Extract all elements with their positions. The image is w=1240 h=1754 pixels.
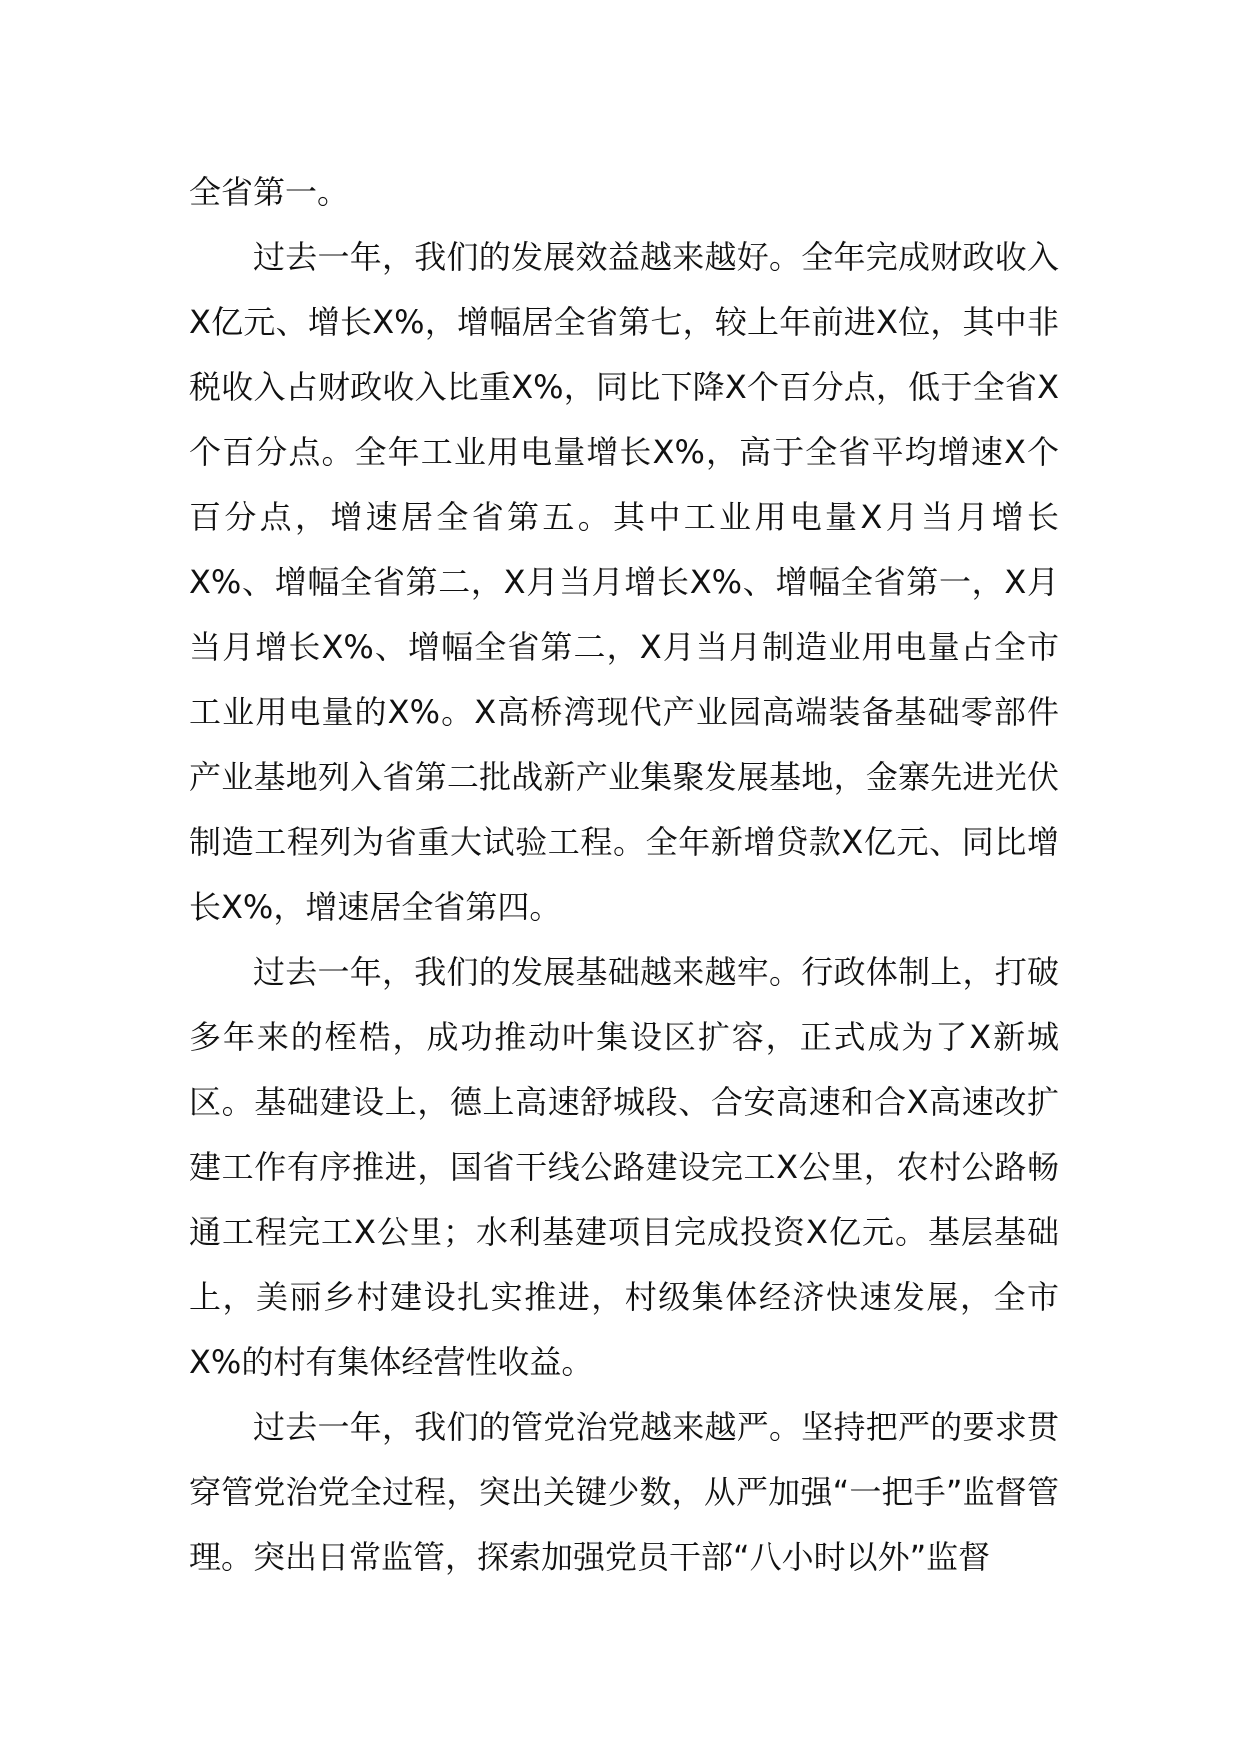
paragraph-2: 过去一年，我们的发展效益越来越好。全年完成财政收入X亿元、增长X%，增幅居全省第七，较上年前进X位，其中非税收入占财政收入比重X%，同比下降X个百分点，低于全省X个百分点。全年工业用电量增长X%，高于全省平均增速X个百分点，增速居全省第五。其中工业用电量X月当月增长X%、增幅全省第二，X月当月增长X%、增幅全省第一，X月当月增长X%、增幅全省第二，X月当月制造业用电量占全市工业用电量的X%。X高桥湾现代产业园高端装备基础零部件产业基地列入省第二批战新产业集聚发展基地，金寨先进光伏制造工程列为省重大试验工程。全年新增贷款X亿元、同比增长X%，增速居全省第四。 [189,238,1059,926]
paragraph-3: 过去一年，我们的发展基础越来越牢。行政体制上，打破多年来的桎梏，成功推动叶集设区扩容，正式成为了X新城区。基础建设上，德上高速舒城段、合安高速和合X高速改扩建工作有序推进，国省干线公路建设完工X公里，农村公路畅通工程完工X公里；水利基建项目完成投资X亿元。基层基础上，美丽乡村建设扎实推进，村级集体经济快速发展，全市X%的村有集体经营性收益。 [189,953,1059,1381]
paragraph-4: 过去一年，我们的管党治党越来越严。坚持把严的要求贯穿管党治党全过程，突出关键少数，从严加强“一把手”监督管理。突出日常监管，探索加强党员干部“八小时以外”监督 [189,1408,1059,1576]
document-page [189,160,1059,1660]
paragraph-1: 全省第一。 [189,173,350,211]
